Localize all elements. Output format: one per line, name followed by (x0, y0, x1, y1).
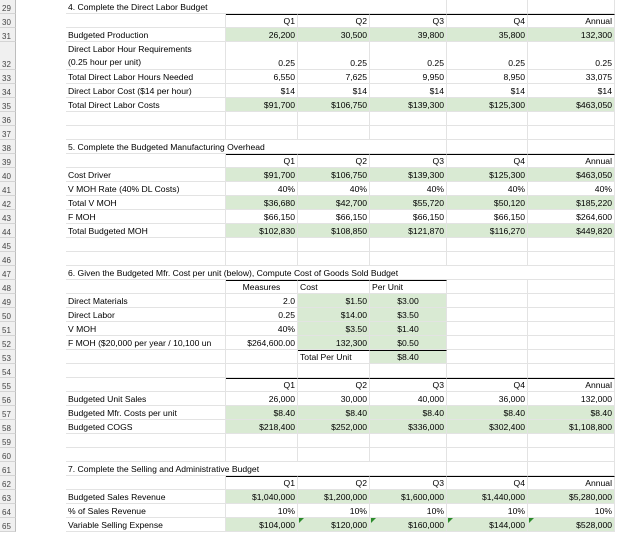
row-label[interactable]: Budgeted Sales Revenue (66, 490, 226, 504)
empty-cell[interactable] (528, 462, 615, 476)
empty-cell[interactable] (528, 434, 615, 448)
row-label[interactable]: F MOH ($20,000 per year / 10,100 un (66, 336, 226, 350)
sheet-row (0, 14, 618, 28)
empty-cell[interactable] (447, 336, 528, 350)
row-label[interactable]: F MOH (66, 210, 226, 224)
sheet-row (0, 476, 618, 490)
value-cell[interactable]: $14 (447, 84, 528, 98)
row-label[interactable]: Direct Labor (66, 308, 226, 322)
value-cell[interactable]: 39,800 (370, 28, 447, 42)
sheet-row (0, 224, 618, 238)
sheet-row (0, 126, 618, 140)
column-header[interactable]: Annual (528, 476, 615, 490)
empty-cell[interactable] (298, 448, 370, 462)
error-indicator-icon (299, 518, 304, 523)
sheet-row (0, 168, 618, 182)
row-label[interactable]: Total Direct Labor Hours Needed (66, 70, 226, 84)
value-cell[interactable]: 30,000 (298, 392, 370, 406)
per-unit-cell[interactable]: $3.00 (370, 294, 447, 308)
sheet-row (0, 350, 618, 364)
empty-cell[interactable] (66, 154, 226, 168)
sheet-row (0, 294, 618, 308)
value-cell[interactable]: $55,720 (370, 196, 447, 210)
row-label[interactable] (66, 42, 226, 70)
sheet-row (0, 434, 618, 448)
column-header[interactable]: Q4 (447, 378, 528, 392)
empty-cell[interactable] (66, 238, 226, 252)
value-cell[interactable]: $14 (298, 84, 370, 98)
cost-cell[interactable]: $1.50 (298, 294, 370, 308)
row-header[interactable]: 34 (0, 84, 16, 98)
empty-cell[interactable] (226, 126, 298, 140)
value-cell[interactable]: 35,800 (447, 28, 528, 42)
row-label[interactable]: % of Sales Revenue (66, 504, 226, 518)
row-label[interactable]: Budgeted Mfr. Costs per unit (66, 406, 226, 420)
column-header[interactable]: Q2 (298, 476, 370, 490)
empty-cell[interactable] (447, 364, 528, 378)
sheet-row (0, 98, 618, 112)
value-cell[interactable]: 0.25 (226, 42, 298, 70)
row-header[interactable]: 44 (0, 224, 16, 238)
column-header[interactable]: Annual (528, 14, 615, 28)
value-cell[interactable]: $125,300 (447, 168, 528, 182)
row-label[interactable]: Direct Materials (66, 294, 226, 308)
value-cell[interactable]: 33,075 (528, 70, 615, 84)
empty-cell[interactable] (370, 364, 447, 378)
value-cell[interactable]: $121,870 (370, 224, 447, 238)
row-label[interactable]: V MOH (66, 322, 226, 336)
empty-cell[interactable] (226, 252, 298, 266)
empty-cell[interactable] (528, 294, 615, 308)
row-header[interactable]: 49 (0, 294, 16, 308)
value-cell[interactable]: $14 (528, 84, 615, 98)
value-cell[interactable]: 10% (226, 504, 298, 518)
measure-cell[interactable]: 40% (226, 322, 298, 336)
sheet-row (0, 84, 618, 98)
value-cell[interactable]: $528,000 (528, 518, 615, 532)
empty-cell[interactable] (226, 448, 298, 462)
sheet-row (0, 448, 618, 462)
row-header[interactable]: 51 (0, 322, 16, 336)
per-unit-cell[interactable]: $3.50 (370, 308, 447, 322)
value-cell[interactable]: $8.40 (528, 406, 615, 420)
sheet-row (0, 378, 618, 392)
empty-cell[interactable] (226, 238, 298, 252)
column-header[interactable]: Measures (226, 280, 298, 294)
row-header[interactable]: 65 (0, 518, 16, 532)
value-cell[interactable]: $108,850 (298, 224, 370, 238)
section-title[interactable]: 4. Complete the Direct Labor Budget (66, 0, 370, 14)
row-header[interactable]: 63 (0, 490, 16, 504)
empty-cell[interactable] (298, 252, 370, 266)
value-cell[interactable]: $14 (226, 84, 298, 98)
sheet-row (0, 70, 618, 84)
measure-cell[interactable]: $264,600.00 (226, 336, 298, 350)
empty-cell[interactable] (226, 434, 298, 448)
column-header[interactable]: Cost (298, 280, 370, 294)
empty-cell[interactable] (528, 126, 615, 140)
row-header[interactable]: 47 (0, 266, 16, 280)
value-cell[interactable]: 40% (298, 182, 370, 196)
empty-cell[interactable] (447, 294, 528, 308)
value-cell[interactable]: 10% (447, 504, 528, 518)
value-cell[interactable]: 0.25 (528, 42, 615, 70)
row-label[interactable]: Variable Selling Expense (66, 518, 226, 532)
value-cell[interactable]: 26,200 (226, 28, 298, 42)
error-indicator-icon (529, 518, 534, 523)
sheet-row (0, 392, 618, 406)
value-cell[interactable]: $106,750 (298, 98, 370, 112)
cell-text-line: (0.25 hour per unit) (68, 57, 142, 68)
row-label[interactable]: Total V MOH (66, 196, 226, 210)
empty-cell[interactable] (66, 350, 226, 364)
empty-cell[interactable] (370, 462, 447, 476)
empty-cell[interactable] (298, 364, 370, 378)
total-value[interactable]: $8.40 (370, 350, 447, 364)
sheet-row (0, 280, 618, 294)
empty-cell[interactable] (447, 448, 528, 462)
empty-cell[interactable] (66, 112, 226, 126)
row-header[interactable]: 40 (0, 168, 16, 182)
value-cell[interactable]: $252,000 (298, 420, 370, 434)
value-cell[interactable]: $102,830 (226, 224, 298, 238)
sheet-row (0, 364, 618, 378)
row-header[interactable]: 29 (0, 0, 16, 14)
sheet-row (0, 42, 618, 70)
sheet-row (0, 462, 618, 476)
value-cell[interactable]: 0.25 (447, 42, 528, 70)
empty-cell[interactable] (528, 336, 615, 350)
empty-cell[interactable] (447, 0, 528, 14)
sheet-row (0, 154, 618, 168)
sheet-row (0, 238, 618, 252)
empty-cell[interactable] (447, 308, 528, 322)
value-cell[interactable]: $125,300 (447, 98, 528, 112)
column-header[interactable]: Q2 (298, 378, 370, 392)
value-cell[interactable]: $449,820 (528, 224, 615, 238)
value-cell[interactable]: $463,050 (528, 168, 615, 182)
empty-cell[interactable] (447, 322, 528, 336)
row-header[interactable]: 59 (0, 434, 16, 448)
value-cell[interactable]: $91,700 (226, 168, 298, 182)
value-cell[interactable]: 10% (528, 504, 615, 518)
row-header[interactable]: 62 (0, 476, 16, 490)
row-header[interactable]: 42 (0, 196, 16, 210)
sheet-row (0, 420, 618, 434)
row-header[interactable]: 32 (0, 42, 16, 70)
sheet-row (0, 210, 618, 224)
row-label[interactable]: Budgeted Production (66, 28, 226, 42)
value-cell[interactable]: $1,200,000 (298, 490, 370, 504)
empty-cell[interactable] (370, 238, 447, 252)
value-cell[interactable]: 40% (226, 182, 298, 196)
row-header[interactable]: 37 (0, 126, 16, 140)
value-cell[interactable]: 10% (298, 504, 370, 518)
value-cell[interactable]: $8.40 (226, 406, 298, 420)
empty-cell[interactable] (66, 476, 226, 490)
value-cell[interactable]: $1,440,000 (447, 490, 528, 504)
section-title[interactable]: 5. Complete the Budgeted Manufacturing Overhead (66, 140, 370, 154)
column-header[interactable]: Q1 (226, 154, 298, 168)
empty-cell[interactable] (370, 140, 447, 154)
value-cell[interactable]: $302,400 (447, 420, 528, 434)
sheet-row (0, 308, 618, 322)
row-header[interactable]: 57 (0, 406, 16, 420)
error-indicator-icon (448, 518, 453, 523)
value-cell[interactable]: 40% (370, 182, 447, 196)
value-cell[interactable]: 6,550 (226, 70, 298, 84)
value-cell[interactable]: $36,680 (226, 196, 298, 210)
empty-cell[interactable] (447, 252, 528, 266)
sheet-row (0, 406, 618, 420)
value-cell[interactable]: 36,000 (447, 392, 528, 406)
value-cell[interactable]: $91,700 (226, 98, 298, 112)
column-header[interactable]: Q1 (226, 476, 298, 490)
value-cell[interactable]: 132,000 (528, 392, 615, 406)
row-header[interactable]: 41 (0, 182, 16, 196)
row-header[interactable]: 39 (0, 154, 16, 168)
empty-cell[interactable] (66, 14, 226, 28)
total-label[interactable]: Total Per Unit (298, 350, 370, 364)
value-cell[interactable]: $218,400 (226, 420, 298, 434)
empty-cell[interactable] (66, 364, 226, 378)
row-header[interactable]: 35 (0, 98, 16, 112)
empty-cell[interactable] (66, 126, 226, 140)
column-header[interactable]: Q2 (298, 154, 370, 168)
empty-cell[interactable] (66, 434, 226, 448)
value-cell[interactable]: $66,150 (370, 210, 447, 224)
empty-cell[interactable] (528, 322, 615, 336)
per-unit-cell[interactable]: $1.40 (370, 322, 447, 336)
error-indicator-icon (371, 518, 376, 523)
cost-cell[interactable]: $14.00 (298, 308, 370, 322)
empty-cell[interactable] (370, 252, 447, 266)
column-header[interactable]: Q4 (447, 154, 528, 168)
row-header[interactable]: 36 (0, 112, 16, 126)
per-unit-cell[interactable]: $0.50 (370, 336, 447, 350)
value-cell[interactable]: $14 (370, 84, 447, 98)
value-cell[interactable]: $336,000 (370, 420, 447, 434)
sheet-row (0, 322, 618, 336)
row-label[interactable]: Total Budgeted MOH (66, 224, 226, 238)
row-header[interactable]: 52 (0, 336, 16, 350)
row-header[interactable]: 48 (0, 280, 16, 294)
measure-cell[interactable]: 0.25 (226, 308, 298, 322)
empty-cell[interactable] (66, 280, 226, 294)
row-header[interactable]: 60 (0, 448, 16, 462)
row-header[interactable]: 43 (0, 210, 16, 224)
empty-cell[interactable] (298, 126, 370, 140)
value-cell[interactable]: $139,300 (370, 98, 447, 112)
empty-cell[interactable] (370, 0, 447, 14)
row-label[interactable]: Budgeted COGS (66, 420, 226, 434)
value-cell[interactable]: $8.40 (298, 406, 370, 420)
empty-cell[interactable] (370, 448, 447, 462)
value-cell[interactable]: $8.40 (370, 406, 447, 420)
value-cell[interactable]: 7,625 (298, 70, 370, 84)
column-header[interactable]: Annual (528, 154, 615, 168)
empty-cell[interactable] (447, 434, 528, 448)
value-cell[interactable]: $264,600 (528, 210, 615, 224)
row-header[interactable]: 45 (0, 238, 16, 252)
empty-cell[interactable] (447, 112, 528, 126)
sheet-row (0, 518, 618, 532)
empty-cell[interactable] (528, 364, 615, 378)
empty-cell[interactable] (528, 238, 615, 252)
sheet-row (0, 196, 618, 210)
empty-cell[interactable] (226, 112, 298, 126)
column-header[interactable]: Q3 (370, 476, 447, 490)
value-cell[interactable]: 30,500 (298, 28, 370, 42)
row-header[interactable]: 64 (0, 504, 16, 518)
column-header[interactable]: Q3 (370, 154, 447, 168)
value-cell[interactable]: $66,150 (447, 210, 528, 224)
empty-cell[interactable] (447, 350, 528, 364)
empty-cell[interactable] (528, 350, 615, 364)
empty-cell[interactable] (447, 462, 528, 476)
sheet-row (0, 28, 618, 42)
value-cell[interactable]: $104,000 (226, 518, 298, 532)
sheet-row (0, 140, 618, 154)
row-label[interactable]: Total Direct Labor Costs (66, 98, 226, 112)
value-cell[interactable]: $42,700 (298, 196, 370, 210)
sheet-row (0, 490, 618, 504)
value-cell[interactable]: $50,120 (447, 196, 528, 210)
row-header[interactable]: 54 (0, 364, 16, 378)
empty-cell[interactable] (447, 238, 528, 252)
row-header[interactable]: 58 (0, 420, 16, 434)
value-cell[interactable]: 26,000 (226, 392, 298, 406)
empty-cell[interactable] (528, 252, 615, 266)
column-header[interactable]: Q4 (447, 476, 528, 490)
value-cell[interactable]: 9,950 (370, 70, 447, 84)
sheet-row (0, 182, 618, 196)
row-label[interactable]: V MOH Rate (40% DL Costs) (66, 182, 226, 196)
empty-cell[interactable] (528, 0, 615, 14)
value-cell[interactable]: $5,280,000 (528, 490, 615, 504)
empty-cell[interactable] (370, 434, 447, 448)
section-title[interactable]: 7. Complete the Selling and Administrative Budget (66, 462, 370, 476)
sheet-row (0, 336, 618, 350)
value-cell[interactable]: $185,220 (528, 196, 615, 210)
row-header[interactable]: 55 (0, 378, 16, 392)
sheet-row (0, 266, 618, 280)
empty-cell[interactable] (528, 448, 615, 462)
row-label[interactable]: Budgeted Unit Sales (66, 392, 226, 406)
value-cell[interactable]: 132,300 (528, 28, 615, 42)
empty-cell[interactable] (298, 434, 370, 448)
empty-cell[interactable] (528, 266, 615, 280)
column-header[interactable]: Q4 (447, 14, 528, 28)
row-header[interactable]: 46 (0, 252, 16, 266)
section-title[interactable]: 6. Given the Budgeted Mfr. Cost per unit (below), Compute Cost of Goods Sold Budget (66, 266, 528, 280)
measure-cell[interactable]: 2.0 (226, 294, 298, 308)
value-cell[interactable]: $1,040,000 (226, 490, 298, 504)
value-cell[interactable]: $1,600,000 (370, 490, 447, 504)
empty-cell[interactable] (226, 350, 298, 364)
empty-cell[interactable] (66, 448, 226, 462)
value-cell[interactable]: $144,000 (447, 518, 528, 532)
row-header[interactable]: 30 (0, 14, 16, 28)
sheet-row (0, 252, 618, 266)
value-cell[interactable]: 40,000 (370, 392, 447, 406)
column-header[interactable]: Q1 (226, 378, 298, 392)
sheet-row (0, 112, 618, 126)
value-cell[interactable]: 0.25 (370, 42, 447, 70)
sheet-row (0, 0, 618, 14)
value-cell[interactable]: 40% (528, 182, 615, 196)
column-header[interactable]: Q2 (298, 14, 370, 28)
column-header[interactable]: Per Unit (370, 280, 447, 294)
row-header[interactable]: 56 (0, 392, 16, 406)
value-cell[interactable]: 0.25 (298, 42, 370, 70)
value-cell[interactable]: $463,050 (528, 98, 615, 112)
empty-cell[interactable] (226, 364, 298, 378)
value-cell[interactable]: 40% (447, 182, 528, 196)
empty-cell[interactable] (528, 112, 615, 126)
value-cell[interactable]: $160,000 (370, 518, 447, 532)
row-header[interactable]: 53 (0, 350, 16, 364)
column-header[interactable]: Q1 (226, 14, 298, 28)
value-cell[interactable]: $8.40 (447, 406, 528, 420)
row-header[interactable]: 33 (0, 70, 16, 84)
value-cell[interactable]: $120,000 (298, 518, 370, 532)
value-cell[interactable]: 10% (370, 504, 447, 518)
value-cell[interactable]: 8,950 (447, 70, 528, 84)
row-header[interactable]: 50 (0, 308, 16, 322)
value-cell[interactable]: $139,300 (370, 168, 447, 182)
empty-cell[interactable] (370, 112, 447, 126)
row-label[interactable]: Cost Driver (66, 168, 226, 182)
cost-cell[interactable]: 132,300 (298, 336, 370, 350)
empty-cell[interactable] (528, 308, 615, 322)
empty-cell[interactable] (298, 112, 370, 126)
column-header[interactable]: Q3 (370, 14, 447, 28)
value-cell[interactable]: $66,150 (298, 210, 370, 224)
empty-cell[interactable] (528, 280, 615, 294)
cost-cell[interactable]: $3.50 (298, 322, 370, 336)
empty-cell[interactable] (66, 378, 226, 392)
column-header[interactable]: Q3 (370, 378, 447, 392)
column-header[interactable]: Annual (528, 378, 615, 392)
value-cell[interactable]: $66,150 (226, 210, 298, 224)
row-header[interactable]: 31 (0, 28, 16, 42)
row-header[interactable]: 38 (0, 140, 16, 154)
empty-cell[interactable] (447, 280, 528, 294)
row-header[interactable]: 61 (0, 462, 16, 476)
sheet-row (0, 504, 618, 518)
empty-cell[interactable] (447, 126, 528, 140)
value-cell[interactable]: $1,108,800 (528, 420, 615, 434)
empty-cell[interactable] (298, 238, 370, 252)
empty-cell[interactable] (528, 140, 615, 154)
empty-cell[interactable] (370, 126, 447, 140)
value-cell[interactable]: $106,750 (298, 168, 370, 182)
empty-cell[interactable] (447, 140, 528, 154)
empty-cell[interactable] (66, 252, 226, 266)
cell-text-line: Direct Labor Hour Requirements (68, 43, 192, 54)
row-label[interactable]: Direct Labor Cost ($14 per hour) (66, 84, 226, 98)
value-cell[interactable]: $116,270 (447, 224, 528, 238)
